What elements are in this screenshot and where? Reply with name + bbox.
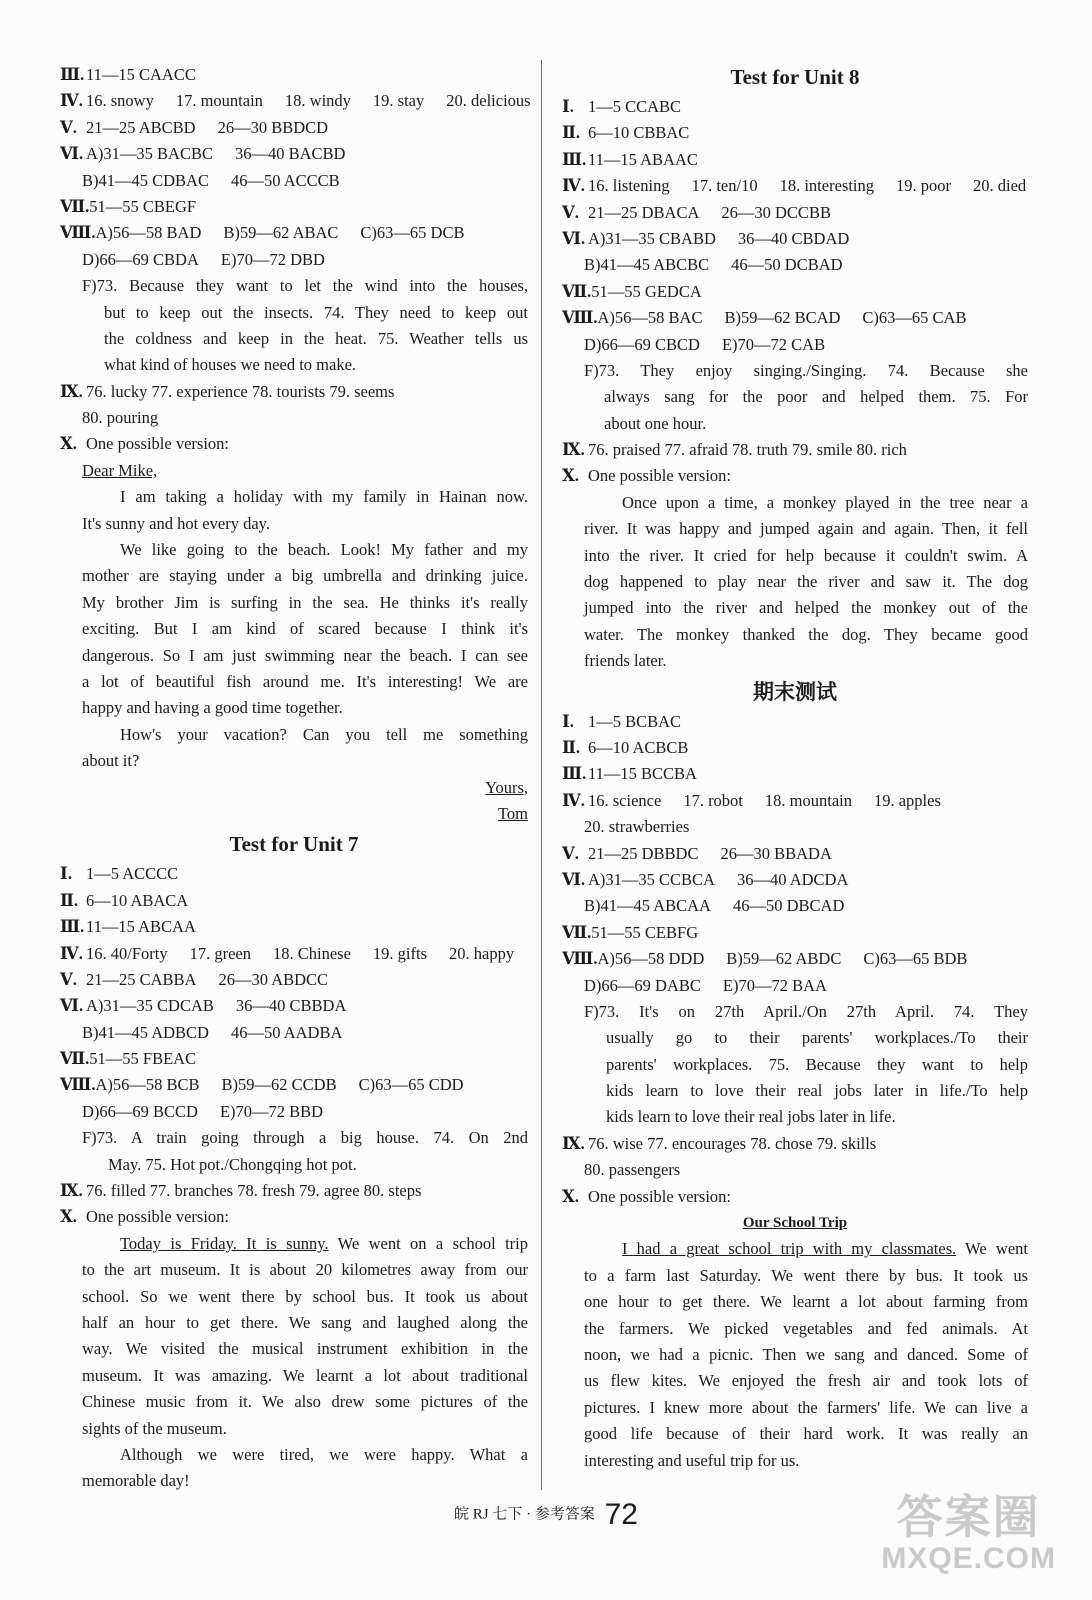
writing-label	[60, 431, 528, 457]
writing-intro: One possible version:	[86, 434, 229, 454]
section-numeral: Ⅵ.	[60, 996, 84, 1016]
answer-row	[562, 147, 1028, 173]
section-numeral: Ⅳ.	[60, 91, 83, 111]
essay-first-line	[562, 1236, 1028, 1262]
answer-item: 6—10 ABACA	[86, 890, 189, 910]
answer-item: 26—30 BBDCD	[217, 117, 329, 137]
answer-row	[562, 437, 1028, 463]
answer-row	[60, 88, 531, 114]
section-numeral: Ⅳ.	[60, 943, 83, 963]
essay-text: We went	[956, 1239, 1029, 1259]
text-line: always sang for the poor and helped them. 75. For	[604, 387, 1028, 407]
section-numeral: Ⅹ.	[562, 1186, 579, 1206]
footer-label: 皖 RJ 七下 · 参考答案	[454, 1506, 595, 1523]
answer-item: D)66—69 BCCD	[82, 1101, 198, 1121]
answer-item: 11—15 ABCAA	[86, 917, 196, 937]
essay-line: jumped into the river and helped the monkey out of the	[584, 598, 1028, 618]
essay-line: into the river. It cried for help because it couldn't swim. A	[584, 545, 1028, 565]
section-numeral: Ⅴ.	[562, 202, 579, 222]
answer-row	[562, 761, 1028, 787]
answer-item: 51—55 CBEGF	[89, 196, 197, 216]
essay-line: to the art museum. It is about 20 kilometres away from our	[82, 1260, 528, 1280]
answer-row	[562, 973, 1028, 999]
section-numeral: Ⅴ.	[562, 843, 579, 863]
answer-item: E)70—72 BAA	[722, 975, 827, 995]
answer-item: 46—50 ACCCB	[230, 170, 340, 190]
essay-line: friends later.	[584, 651, 667, 671]
answer-item: A)31—35 CDCAB	[86, 996, 214, 1016]
answer-item: 20. strawberries	[584, 817, 690, 837]
answer-row	[562, 120, 1028, 146]
answer-item: A)56—58 DDD	[597, 949, 705, 969]
watermark-url: MXQE.COM	[881, 1542, 1056, 1575]
answer-item: 46—50 DCBAD	[731, 255, 843, 275]
answer-item: 19. gifts	[372, 943, 428, 963]
letter-line: a lot of beautiful fish around me. It's interesting! We are	[82, 671, 528, 691]
writing-label	[60, 1204, 528, 1230]
answer-item: 11—15 BCCBA	[588, 764, 697, 784]
essay-line: Once upon a time, a monkey played in the tree near a	[622, 492, 1028, 512]
answer-item: A)56—58 BCB	[95, 1075, 200, 1095]
answer-row	[60, 115, 528, 141]
text-line: the coldness and keep in the heat. 75. Weather tells us	[104, 328, 528, 348]
answer-row	[60, 993, 528, 1019]
letter-line: about it?	[82, 751, 140, 771]
unit7-title: Test for Unit 7	[229, 832, 359, 857]
answer-item: 16. snowy	[86, 91, 154, 111]
answer-row	[60, 405, 528, 431]
section-numeral: Ⅴ.	[60, 969, 77, 989]
answer-item: 36—40 CBDAD	[737, 228, 850, 248]
text-line: F)73. It's on 27th April./On 27th April. 74. They	[584, 1001, 1028, 1021]
answer-item: B)41—45 ABCAA	[584, 896, 711, 916]
essay-line: way. We visited the musical instrument exhibition in the	[82, 1339, 528, 1359]
answer-item: 51—55 GEDCA	[591, 281, 702, 301]
answer-item: 76. praised 77. afraid 78. truth 79. smile 80. rich	[588, 440, 907, 460]
essay-line: museum. It was amazing. We learnt a lot about traditional	[82, 1365, 528, 1385]
answer-item: 80. passengers	[584, 1160, 681, 1180]
answer-row	[60, 1046, 528, 1072]
answer-item: A)31—35 BACBC	[86, 144, 213, 164]
section-numeral: Ⅸ.	[60, 381, 83, 401]
answer-item: E)70—72 BBD	[219, 1101, 324, 1121]
column-divider	[541, 60, 542, 1490]
answer-row	[562, 94, 1028, 120]
answer-row	[562, 841, 1028, 867]
answer-item: 17. green	[189, 943, 251, 963]
text-line: kids learn to love their real jobs later in life.	[606, 1107, 896, 1127]
answer-item: D)66—69 CBCD	[584, 334, 700, 354]
essay-line: river. It was happy and jumped again and again. Then, it fell	[584, 519, 1028, 539]
answer-row	[562, 1157, 1028, 1183]
essay-title	[562, 1210, 1028, 1236]
answer-item: 20. delicious	[446, 91, 531, 111]
text-line: about one hour.	[604, 413, 707, 433]
writing-label	[562, 463, 1028, 489]
essay-topic-sentence: Today is Friday. It is sunny.	[120, 1233, 329, 1253]
answer-item: B)41—45 ADBCD	[82, 1022, 209, 1042]
text-line: what kind of houses we need to make.	[104, 355, 357, 375]
answer-item: 36—40 BACBD	[234, 144, 346, 164]
essay-line: one hour to get there. We learnt a lot about farming from	[584, 1292, 1028, 1312]
essay-line: noon, we had a picnic. Then we sang and danced. Some of	[584, 1344, 1028, 1364]
answer-row	[562, 867, 1028, 893]
section-numeral: Ⅴ.	[60, 117, 77, 137]
essay-text: We went on a school trip	[328, 1233, 528, 1253]
section-numeral: Ⅸ.	[60, 1181, 83, 1201]
answer-item: C)63—65 CAB	[862, 308, 967, 328]
answer-item: D)66—69 CBDA	[82, 249, 199, 269]
answer-row	[60, 1020, 528, 1046]
essay-first-line	[60, 1231, 528, 1257]
answer-row	[60, 941, 528, 967]
answer-item: C)63—65 BDB	[863, 949, 968, 969]
answer-item: 26—30 DCCBB	[721, 202, 831, 222]
answer-row	[60, 62, 528, 88]
section-numeral: Ⅷ.	[60, 1075, 96, 1095]
answer-item: 19. poor	[896, 176, 951, 196]
answer-item: B)59—62 ABDC	[726, 949, 842, 969]
answer-item: B)59—62 CCDB	[221, 1075, 337, 1095]
essay-line: to a farm last Saturday. We went there by bus. It took us	[584, 1265, 1028, 1285]
letter-line: exciting. But I am kind of scared because I think it's	[82, 619, 528, 639]
answer-row	[562, 920, 1028, 946]
section-numeral: Ⅱ.	[562, 737, 581, 757]
writing-intro: One possible version:	[86, 1207, 229, 1227]
answer-item: B)41—45 ABCBC	[584, 255, 710, 275]
answer-row	[60, 194, 528, 220]
answer-row	[60, 914, 528, 940]
answer-row	[562, 893, 1028, 919]
answer-item: A)56—58 BAD	[95, 223, 202, 243]
section-numeral: Ⅸ.	[562, 440, 585, 460]
final-test-title: 期末测试	[753, 679, 837, 704]
essay-title-text: Our School Trip	[742, 1215, 848, 1232]
answer-item: 21—25 ABCBD	[86, 117, 196, 137]
section-numeral: Ⅵ.	[60, 144, 84, 164]
text-line: F)73. They enjoy singing./Singing. 74. Because she	[584, 360, 1028, 380]
essay-line: memorable day!	[82, 1471, 190, 1491]
section-numeral: Ⅲ.	[60, 917, 85, 937]
right-column	[562, 62, 1028, 1474]
answer-row	[562, 279, 1028, 305]
answer-row	[60, 861, 528, 887]
answer-row	[60, 220, 528, 246]
answer-item: 11—15 ABAAC	[588, 149, 698, 169]
letter-line: I am taking a holiday with my family in Hainan now.	[120, 487, 528, 507]
answer-row	[60, 1099, 528, 1125]
answer-item: 21—25 DBBDC	[588, 843, 699, 863]
answer-row	[60, 247, 528, 273]
section-numeral: Ⅰ.	[562, 97, 574, 116]
section-numeral: Ⅲ.	[60, 65, 85, 84]
answer-item: 46—50 AADBA	[230, 1022, 343, 1042]
text-line: F)73. Because they want to let the wind into the houses,	[82, 276, 528, 296]
answer-item: 16. 40/Forty	[86, 943, 168, 963]
watermark	[881, 1492, 1056, 1576]
answer-item: 1—5 BCBAC	[588, 711, 682, 731]
answer-row	[60, 379, 528, 405]
section-numeral: Ⅵ.	[562, 869, 586, 889]
answer-item: 11—15 CAACC	[86, 65, 196, 84]
letter-line: We like going to the beach. Look! My father and my	[120, 540, 528, 560]
answer-item: 20. happy	[449, 943, 515, 963]
answer-item: 76. lucky 77. experience 78. tourists 79. seems	[86, 381, 395, 401]
answer-row	[562, 814, 1028, 840]
answer-row	[562, 252, 1028, 278]
answer-item: 18. Chinese	[273, 943, 351, 963]
essay-line: Chinese music from it. We also drew some pictures of the	[82, 1392, 528, 1412]
answer-row	[562, 788, 1028, 814]
answer-item: A)31—35 CCBCA	[588, 869, 715, 889]
answer-item: 76. filled 77. branches 78. fresh 79. agree 80. steps	[86, 1181, 422, 1201]
answer-item: 1—5 ACCCC	[86, 864, 179, 884]
essay-topic-sentence: I had a great school trip with my classmates.	[622, 1239, 957, 1259]
answer-item: A)31—35 CBABD	[588, 228, 716, 248]
answer-item: 18. interesting	[779, 176, 874, 196]
text-line: parents' workplaces. 75. Because they want to help	[606, 1054, 1028, 1074]
unit8-title: Test for Unit 8	[730, 65, 860, 89]
answer-item: 6—10 ACBCB	[588, 737, 689, 757]
section-numeral: Ⅶ.	[562, 281, 592, 301]
answer-item: 51—55 CEBFG	[591, 922, 699, 942]
letter-closing: Yours,	[485, 777, 528, 797]
answer-item: 6—10 CBBAC	[588, 123, 690, 143]
essay-line: the farmers. We picked vegetables and fed animals. At	[584, 1318, 1028, 1338]
section-numeral: Ⅹ.	[60, 434, 77, 454]
answer-item: 26—30 ABDCC	[218, 969, 329, 989]
section-numeral: Ⅸ.	[562, 1133, 585, 1153]
answer-item: 19. stay	[372, 91, 425, 111]
essay-line: dog happened to play near the river and saw it. The dog	[584, 572, 1028, 592]
letter-line: happy and having a good time together.	[82, 698, 343, 718]
essay-line: pictures. I knew more about the farmers' life. We can live a	[584, 1397, 1028, 1417]
answer-row	[562, 305, 1028, 331]
text-line: F)73. A train going through a big house. 74. On 2nd	[82, 1128, 528, 1148]
page-number: 72	[604, 1498, 638, 1531]
answer-item: 21—25 CABBA	[86, 969, 197, 989]
text-line: May. 75. Hot pot./Chongqing hot pot.	[108, 1154, 357, 1174]
essay-line: us flew kites. We enjoyed the fresh air and took lots of	[584, 1371, 1028, 1391]
section-numeral: Ⅷ.	[60, 223, 96, 243]
answer-item: B)59—62 BCAD	[724, 308, 841, 328]
answer-row	[562, 200, 1028, 226]
letter-line: How's your vacation? Can you tell me something	[120, 724, 528, 744]
section-numeral: Ⅲ.	[562, 764, 587, 784]
letter-line: dangerous. So I am just swimming near the beach. I can see	[82, 645, 528, 665]
section-numeral: Ⅹ.	[562, 466, 579, 486]
answer-item: 36—40 CBBDA	[235, 996, 347, 1016]
section-numeral: Ⅹ.	[60, 1207, 77, 1227]
essay-line: good life because of their hard work. It was really an	[584, 1424, 1028, 1444]
answer-item: 26—30 BBADA	[720, 843, 832, 863]
answer-item: 19. apples	[873, 790, 941, 810]
section-numeral: Ⅰ.	[562, 711, 574, 731]
text-line: but to keep out the insects. 74. They need to keep out	[104, 302, 528, 322]
writing-label	[562, 1184, 1028, 1210]
answer-row	[562, 1131, 1028, 1157]
writing-intro: One possible version:	[588, 466, 731, 486]
letter-line: It's sunny and hot every day.	[82, 513, 270, 533]
answer-item: A)56—58 BAC	[597, 308, 703, 328]
watermark-logo: 答案圈	[896, 1491, 1041, 1543]
answer-item: 1—5 CCABC	[588, 97, 682, 116]
answer-row	[562, 946, 1028, 972]
answer-item: 46—50 DBCAD	[732, 896, 845, 916]
section-numeral: Ⅶ.	[60, 196, 90, 216]
answer-row	[60, 888, 528, 914]
section-numeral: Ⅳ.	[562, 790, 585, 810]
answer-item: 80. pouring	[82, 408, 159, 428]
left-column	[60, 62, 531, 1495]
answer-item: C)63—65 DCB	[360, 223, 465, 243]
answer-row	[60, 967, 528, 993]
section-numeral: Ⅷ.	[562, 308, 598, 328]
answer-item: 76. wise 77. encourages 78. chose 79. skills	[588, 1133, 877, 1153]
letter-greeting: Dear Mike,	[82, 460, 158, 480]
answer-row	[562, 709, 1028, 735]
answer-item: 16. science	[588, 790, 662, 810]
answer-item: C)63—65 CDD	[358, 1075, 464, 1095]
writing-intro: One possible version:	[588, 1186, 731, 1206]
answer-row	[562, 173, 1028, 199]
letter-line: My brother Jim is surfing in the sea. He thinks it's really	[82, 592, 528, 612]
answer-item: 17. robot	[683, 790, 743, 810]
section-numeral: Ⅱ.	[562, 123, 581, 143]
answer-item: 21—25 DBACA	[588, 202, 700, 222]
answer-row	[562, 332, 1028, 358]
answer-item: B)41—45 CDBAC	[82, 170, 209, 190]
answer-item: 51—55 FBEAC	[89, 1049, 197, 1069]
letter-line: mother are staying under a big umbrella and drinking juice.	[82, 566, 528, 586]
section-numeral: Ⅱ.	[60, 890, 79, 910]
answer-item: 36—40 ADCDA	[736, 869, 849, 889]
essay-line: half an hour to get there. We sang and laughed along the	[82, 1312, 528, 1332]
answer-item: B)59—62 ABAC	[223, 223, 339, 243]
answer-item: E)70—72 CAB	[721, 334, 826, 354]
answer-item: D)66—69 DABC	[584, 975, 701, 995]
answer-item: 16. listening	[588, 176, 670, 196]
answer-item: 20. died	[973, 176, 1027, 196]
answer-item: 18. mountain	[764, 790, 852, 810]
answer-row	[60, 141, 528, 167]
letter-signature: Tom	[497, 803, 528, 823]
section-numeral: Ⅲ.	[562, 149, 587, 169]
section-numeral: Ⅶ.	[60, 1049, 90, 1069]
answer-row	[562, 226, 1028, 252]
answer-row	[60, 1178, 528, 1204]
section-numeral: Ⅶ.	[562, 922, 592, 942]
answer-row	[562, 735, 1028, 761]
answer-item: 17. ten/10	[691, 176, 758, 196]
answer-item: E)70—72 DBD	[220, 249, 325, 269]
answer-item: 17. mountain	[175, 91, 263, 111]
essay-line: sights of the museum.	[82, 1418, 227, 1438]
essay-line: interesting and useful trip for us.	[584, 1450, 800, 1470]
essay-line: water. The monkey thanked the dog. They became good	[584, 624, 1028, 644]
section-numeral: Ⅳ.	[562, 176, 585, 196]
answer-row	[60, 168, 528, 194]
section-numeral: Ⅷ.	[562, 949, 598, 969]
essay-line: Although we were tired, we were happy. What a	[120, 1444, 528, 1464]
section-numeral: Ⅵ.	[562, 228, 586, 248]
essay-line: school. So we went there by school bus. It took us about	[82, 1286, 528, 1306]
answer-item: 18. windy	[284, 91, 351, 111]
answer-row	[60, 1072, 528, 1098]
text-line: usually go to their parents' workplaces./To their	[606, 1028, 1028, 1048]
section-numeral: Ⅰ.	[60, 864, 72, 884]
text-line: kids learn to love their real jobs later in life./To help	[606, 1081, 1028, 1101]
